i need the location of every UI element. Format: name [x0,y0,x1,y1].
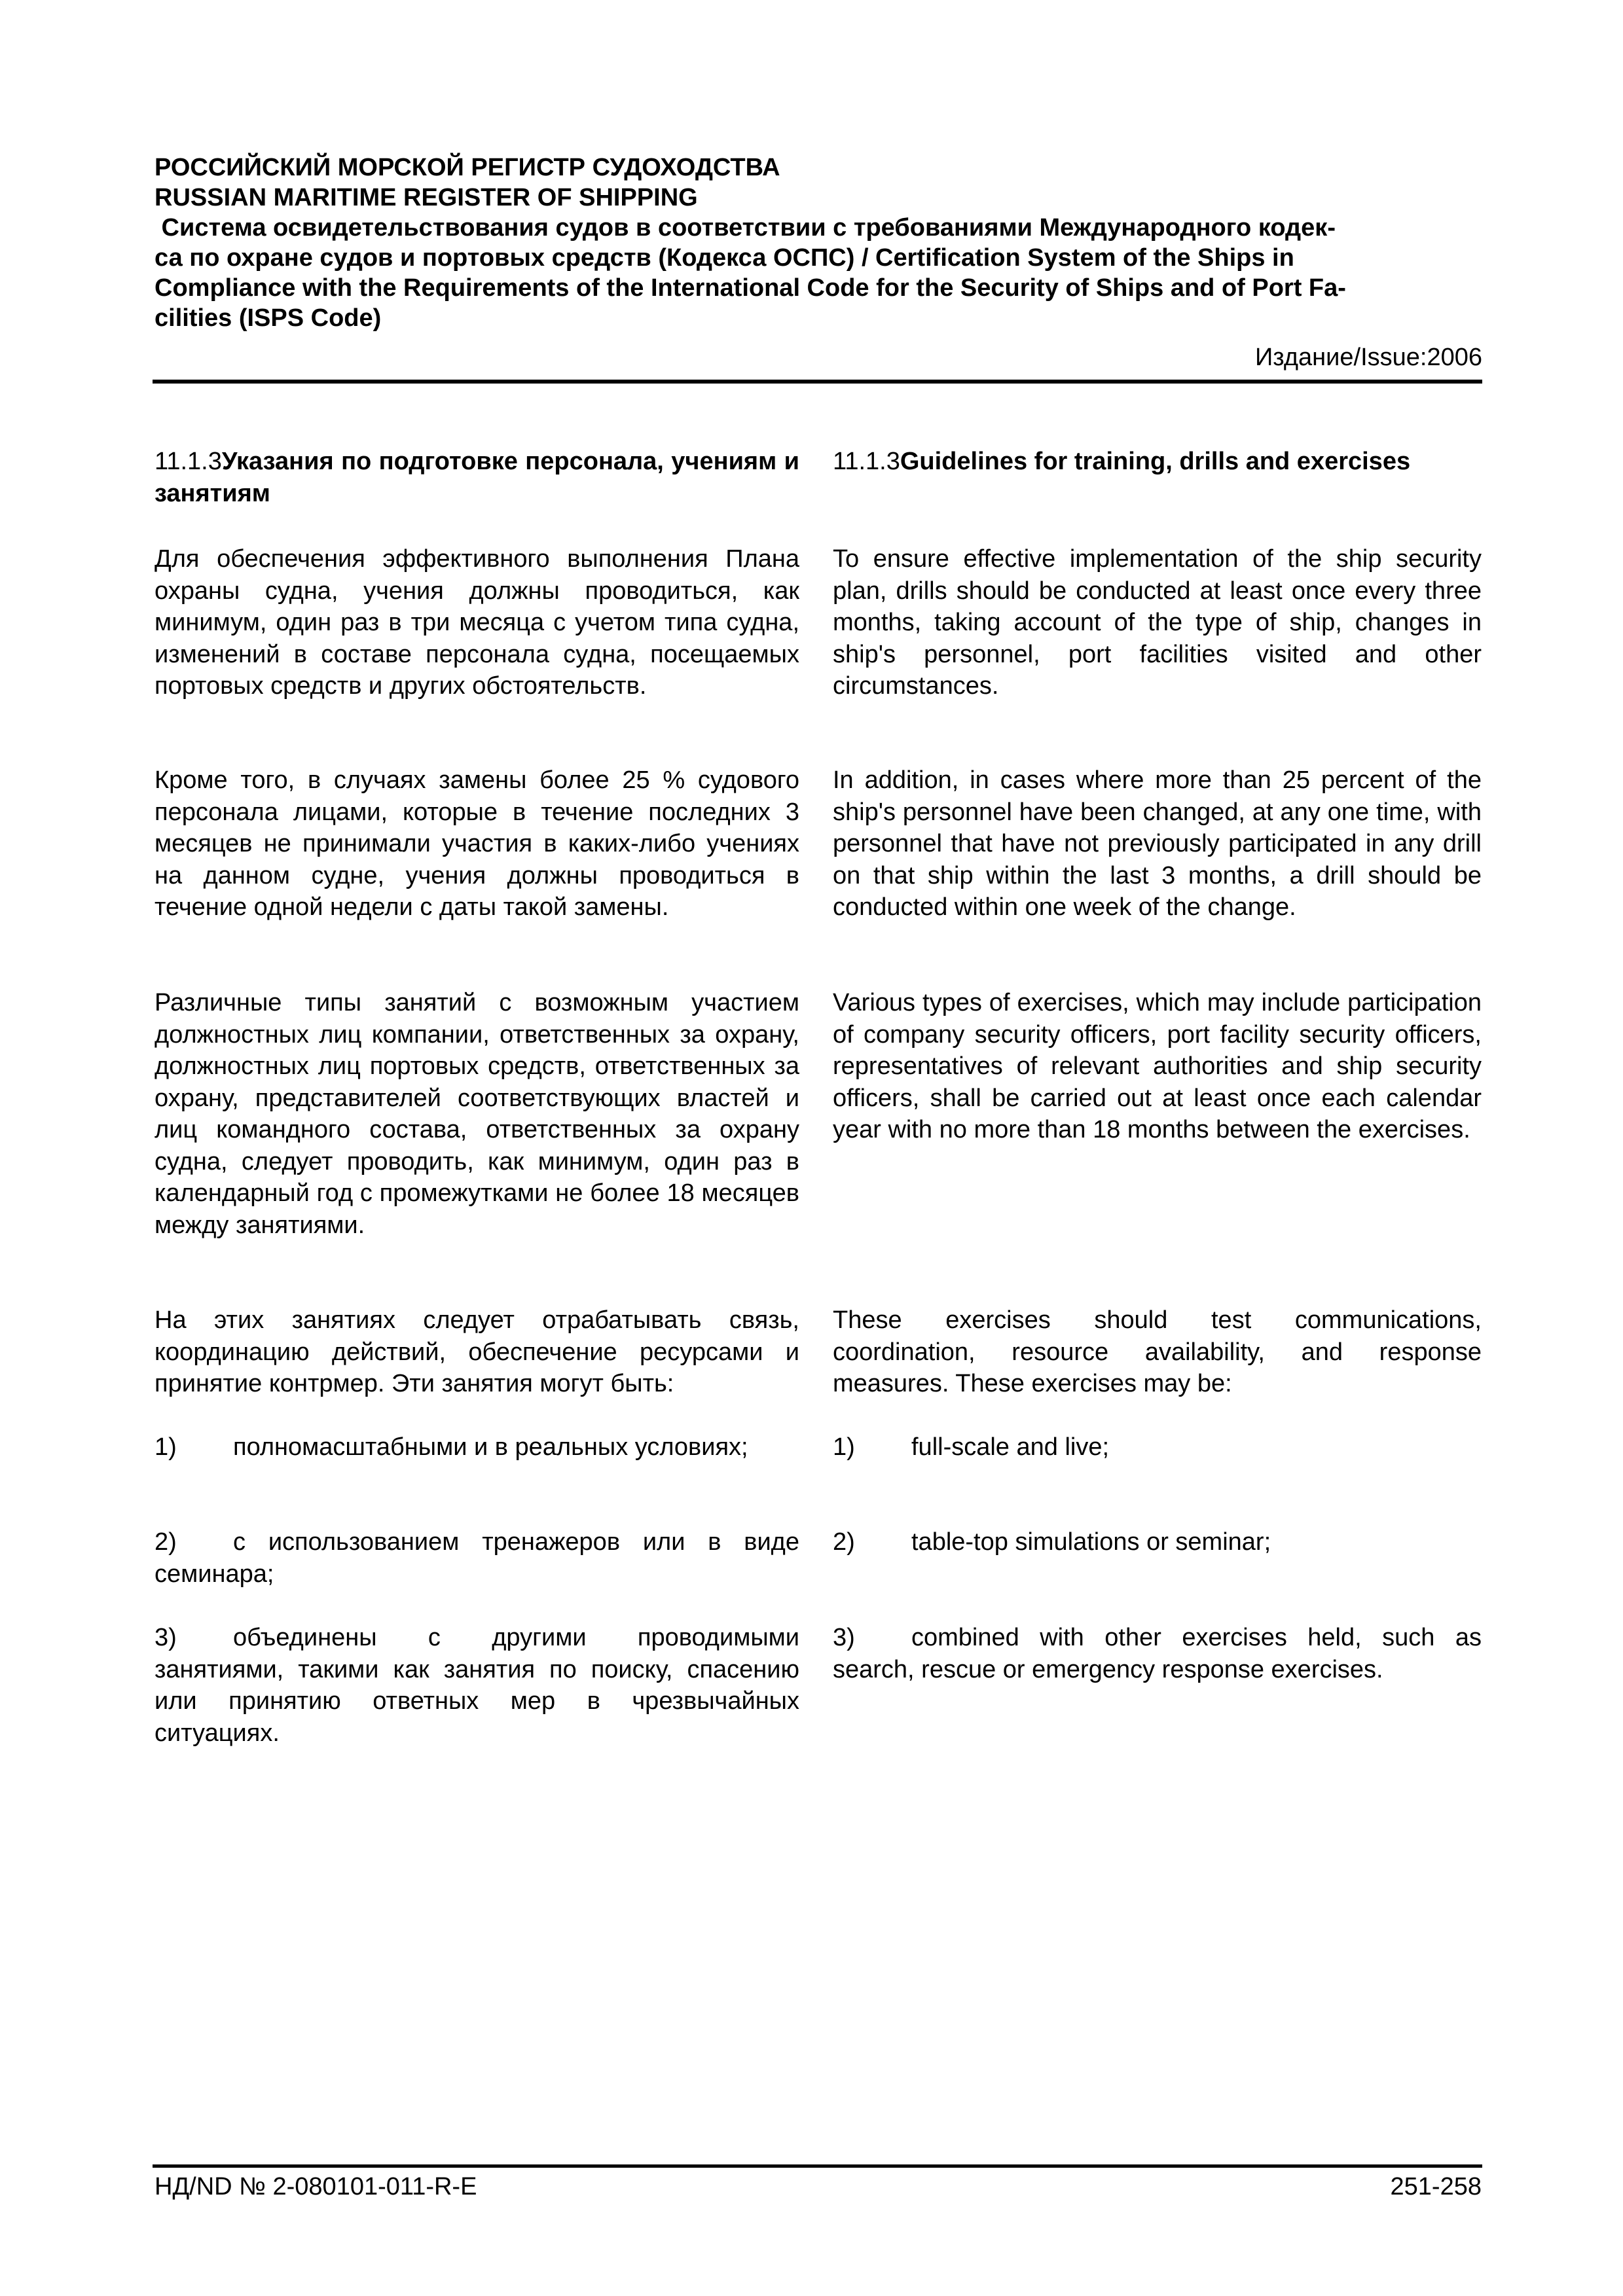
list-text-en-2: table-top simulations or seminar; [911,1528,1271,1556]
header-divider [153,380,1482,384]
document-subtitle-line-2: са по охране судов и портовых средств (Кодекса ОСПС) / Certification System of the Ships in [155,244,1294,272]
paragraph-en-4: These exercises should test communications, coordination, resource availability, and response measures. These exercises may be: [833,1306,1482,1397]
paragraph-ru-3: Различные типы занятий с возможным участием должностных лиц компании, ответственных за охрану, должностных лиц портовых средств, ответственных за охрану, представителей соответствующих властей и лиц командного состава, ответственных за охрану судна, следует проводить, как минимум, один раз в календарный год с промежутками не более 18 месяцев между занятиями. [155,989,799,1239]
footer-divider [153,2164,1482,2168]
list-text-ru-2: с использованием тренажеров или в виде семинара; [155,1528,799,1588]
section-number-en: 11.1.3 [833,448,900,475]
document-number: НД/ND № 2-080101-011-R-E [155,2173,477,2200]
list-number-en-2: 2) [833,1528,855,1556]
page-range: 251-258 [1390,2173,1482,2200]
paragraph-ru-4: На этих занятиях следует отрабатывать связь, координацию действий, обеспечение ресурсами и принятие контрмер. Эти занятия могут быть: [155,1306,799,1397]
list-item-en-1 [833,1431,1482,1463]
section-heading-en [833,446,1482,478]
org-name-ru: РОССИЙСКИЙ МОРСКОЙ РЕГИСТР СУДОХОДСТВА [155,154,780,181]
list-item-en-2 [833,1526,1482,1558]
document-subtitle-line-4: cilities (ISPS Code) [155,304,382,332]
list-item-en-3 [833,1622,1482,1685]
org-name-en: RUSSIAN MARITIME REGISTER OF SHIPPING [155,184,698,211]
list-text-en-1: full-scale and live; [911,1433,1110,1461]
list-item-ru-1 [155,1431,799,1463]
list-text-ru-3: объединены с другими проводимыми занятиями, такими как занятия по поиску, спасению или принятию ответных мер в чрезвычайных ситуациях. [155,1624,799,1747]
document-subtitle-line-1: Система освидетельствования судов в соответствии с требованиями Международного кодек- [155,214,1336,242]
section-number-ru: 11.1.3 [155,448,222,475]
section-title-ru: Указания по подготовке персонала, учениям и занятиям [155,448,799,507]
section-heading-ru [155,446,799,509]
document-header [155,152,1482,333]
paragraph-ru-2: Кроме того, в случаях замены более 25 % судового персонала лицами, которые в течение последних 3 месяцев не принимали участия в каких-либо учениях на данном судне, учения должны проводиться в течение одной недели с даты такой замены. [155,766,799,921]
paragraph-en-3: Various types of exercises, which may include participation of company security officers, port facility security officers, representatives of relevant authorities and ship security officers, shall be carried out at least once each calendar year with no more than 18 months between the exercises. [833,989,1482,1143]
list-text-ru-1: полномасштабными и в реальных условиях; [233,1433,748,1461]
list-number-en-1: 1) [833,1433,855,1461]
paragraph-en-1: To ensure effective implementation of the ship security plan, drills should be conducted at least once every three months, taking account of the type of ship, changes in ship's personnel, port facilities visited and other circumstances. [833,545,1482,700]
issue-label: Издание/Issue:2006 [1254,344,1482,371]
list-item-ru-2 [155,1526,799,1590]
paragraph-en-2: In addition, in cases where more than 25 percent of the ship's personnel have been changed, at any one time, with personnel that have not previously participated in any drill on that ship within the last 3 months, a drill should be conducted within one week of the change. [833,766,1482,921]
list-number-ru-2: 2) [155,1528,177,1556]
list-number-ru-3: 3) [155,1624,177,1651]
list-number-ru-1: 1) [155,1433,177,1461]
paragraph-ru-1: Для обеспечения эффективного выполнения Плана охраны судна, учения должны проводиться, как минимум, один раз в три месяца с учетом типа судна, изменений в составе персонала судна, посещаемых портовых средств и других обстоятельств. [155,545,799,700]
section-title-en: Guidelines for training, drills and exercises [900,448,1411,475]
list-number-en-3: 3) [833,1624,855,1651]
document-subtitle-line-3: Compliance with the Requirements of the International Code for the Security of Ships and of Port Fa- [155,274,1346,302]
list-item-ru-3 [155,1622,799,1749]
list-text-en-3: combined with other exercises held, such as search, rescue or emergency response exercises. [833,1624,1482,1683]
